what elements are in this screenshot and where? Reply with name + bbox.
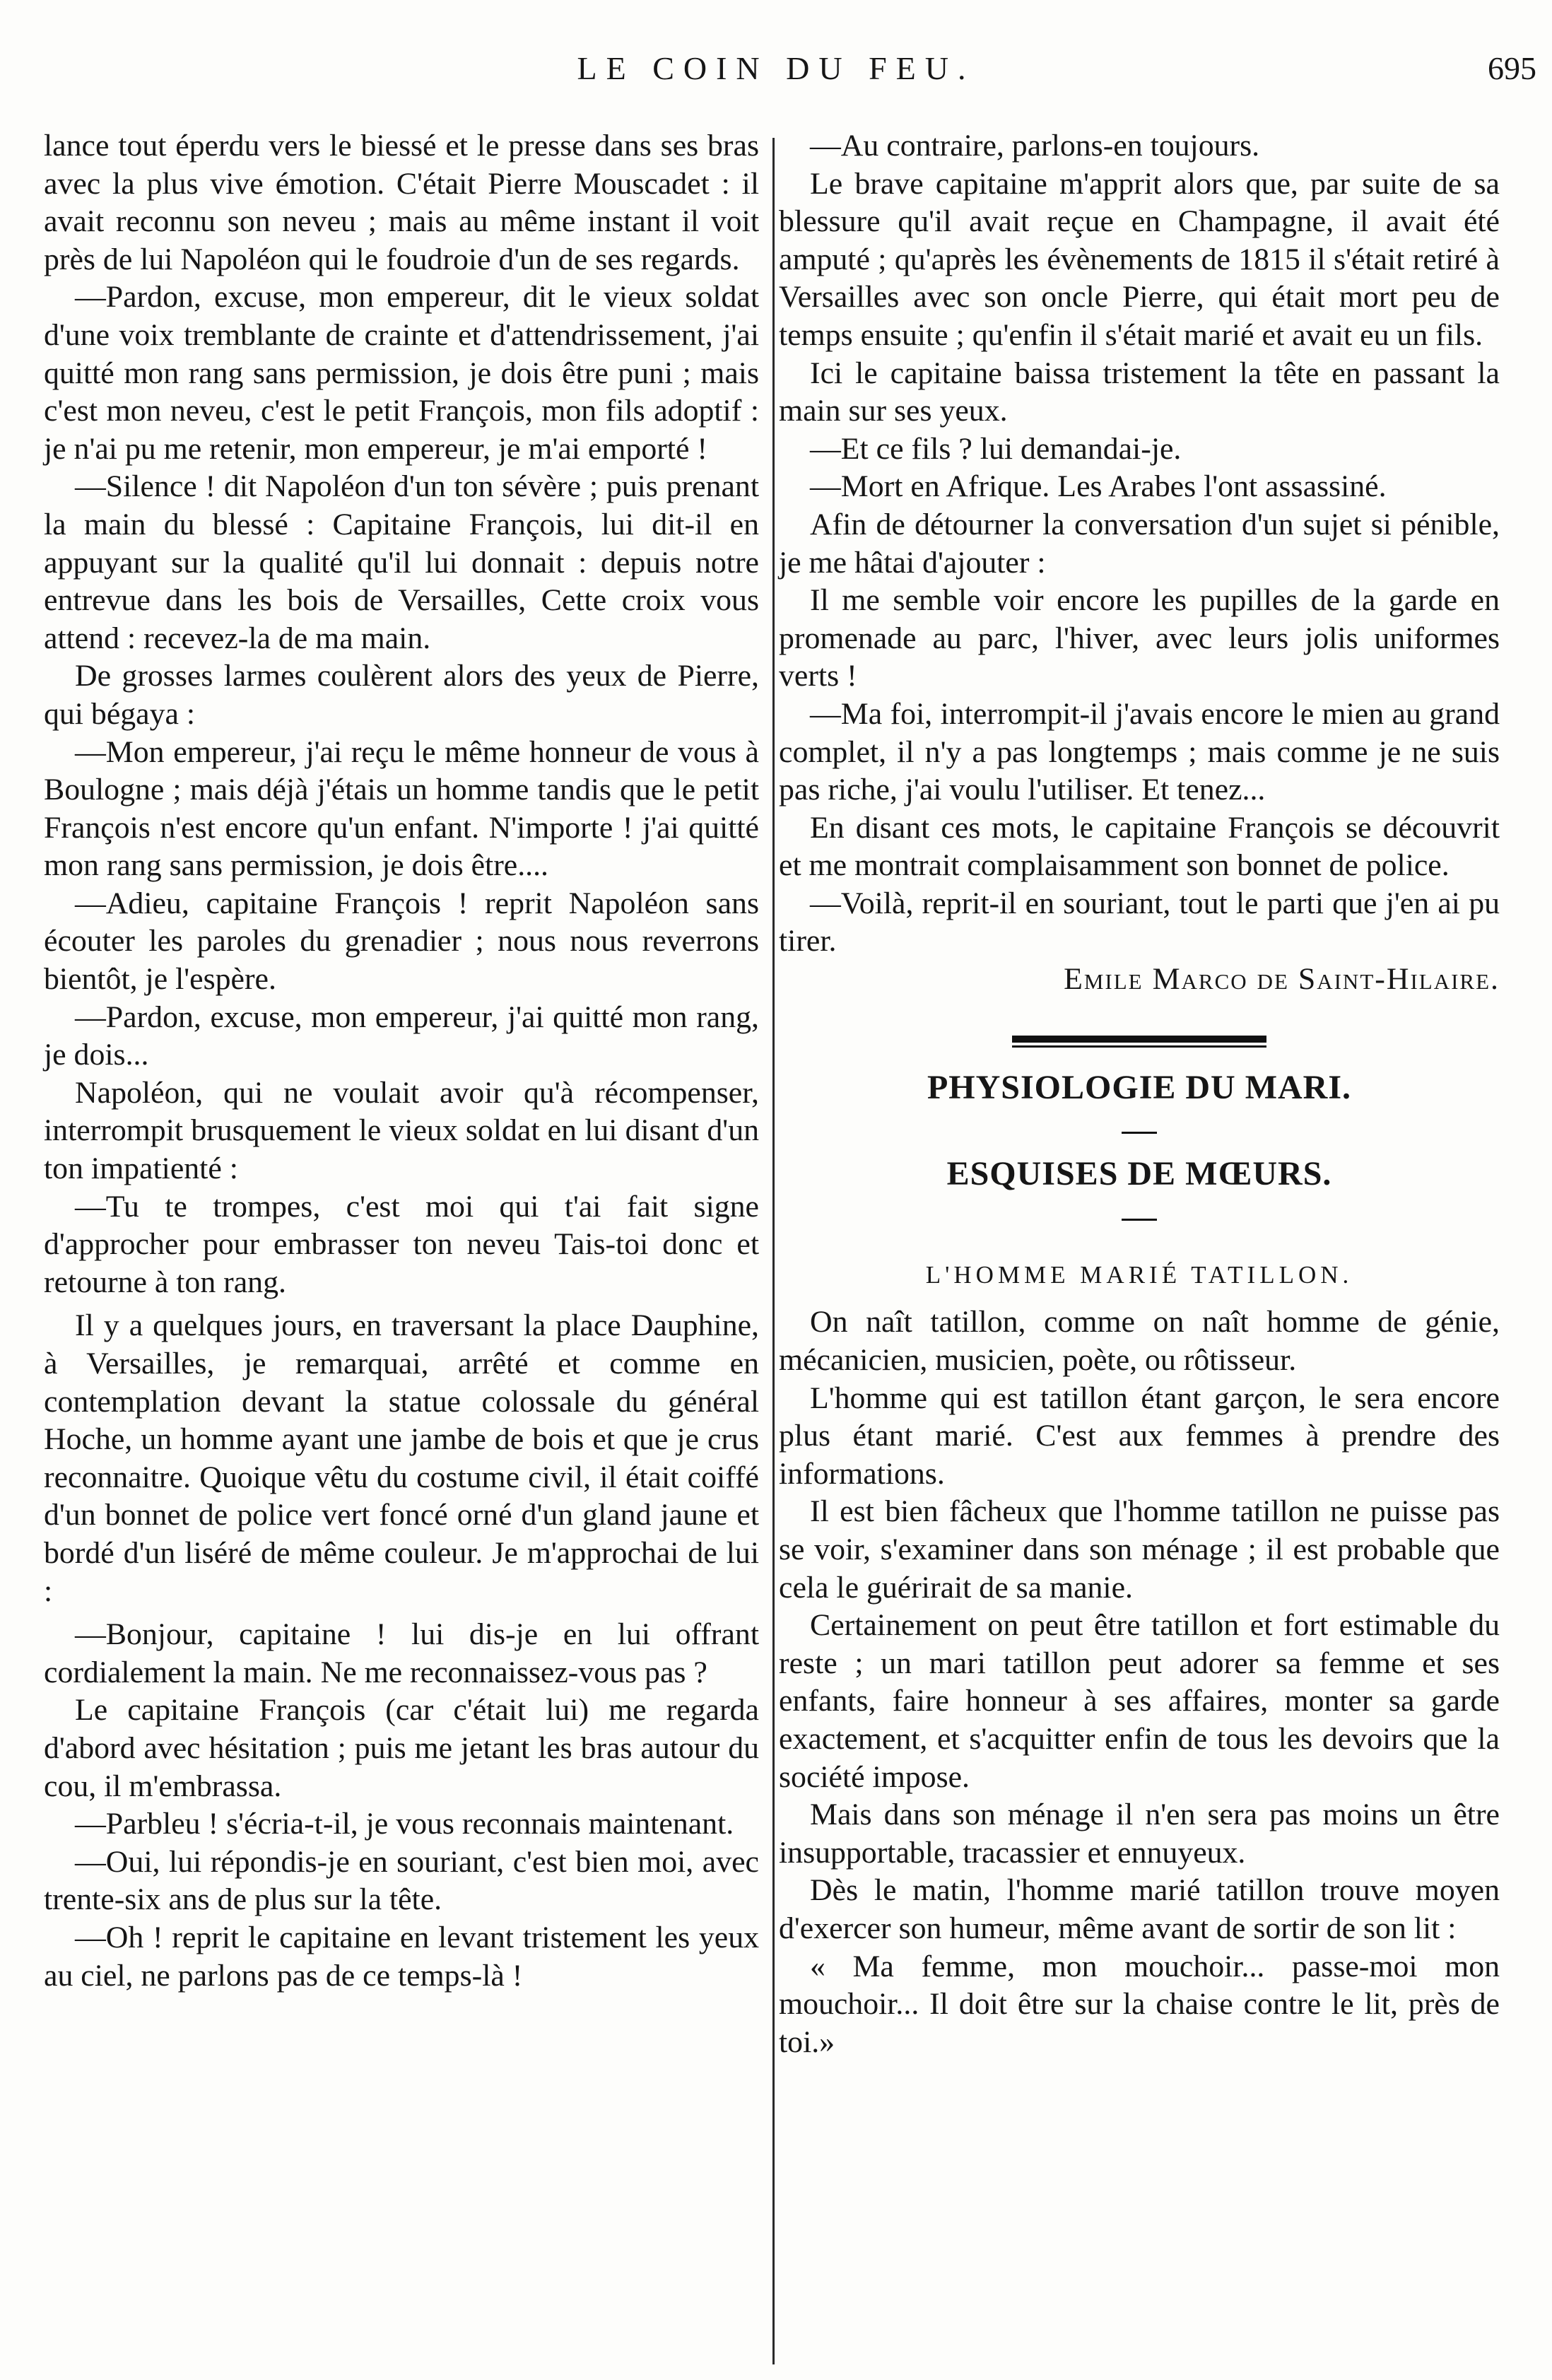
paragraph: —Mort en Afrique. Les Arabes l'ont assassiné. <box>810 469 1387 504</box>
paragraph: —Oui, lui répondis-je en souriant, c'est bien moi, avec trente-six ans de plus sur la tête. <box>44 1844 759 1917</box>
paragraph: Ici le capitaine baissa tristement la tête en passant la main sur ses yeux. <box>779 356 1500 428</box>
paragraph: Dès le matin, l'homme marié tatillon trouve moyen d'exercer son humeur, même avant de sortir de son lit : <box>779 1873 1500 1945</box>
running-title: LE COIN DU FEU. <box>577 50 975 86</box>
story-conclusion <box>779 127 1500 961</box>
paragraph: —Parbleu ! s'écria-t-il, je vous reconnais maintenant. <box>75 1807 734 1841</box>
paragraph: En disant ces mots, le capitaine François se découvrit et me montrait complaisamment son bonnet de police. <box>779 810 1500 883</box>
paragraph: —Ma foi, interrompit-il j'avais encore le mien au grand complet, il n'y a pas longtemps ; mais comme je ne suis pas riche, j'ai voulu l'utiliser. Et tenez... <box>779 696 1500 807</box>
paragraph: Il y a quelques jours, en traversant la place Dauphine, à Versailles, je remarquai, arrêté et comme en contemplation devant la statue colossale du général Hoche, un homme ayant une jambe de bois et que je crus reconnaitre. Quoique vêtu du costume civil, il était coiffé d'un bonnet de police vert foncé orné d'un gland jaune et bordé d'un liséré de même couleur. Je m'approchai de lui : <box>44 1308 759 1608</box>
paragraph: De grosses larmes coulèrent alors des yeux de Pierre, qui bégaya : <box>44 659 759 731</box>
paragraph: —Silence ! dit Napoléon d'un ton sévère ; puis prenant la main du blessé : Capitaine François, lui dit-il en appuyant sur la qualité qu'il lui donnait : depuis notre entrevue dans les bois de Versailles, Cette croix vous attend : recevez-la de ma main. <box>44 469 759 655</box>
page-number: 695 <box>1488 50 1536 86</box>
author-signature: Emile Marco de Saint-Hilaire. <box>1064 962 1500 997</box>
paragraph: —Bonjour, capitaine ! lui dis-je en lui offrant cordialement la main. Ne me reconnaissez-vous pas ? <box>44 1617 759 1689</box>
article-body <box>779 1303 1500 2061</box>
chapter-title: L'HOMME MARIÉ TATILLON. <box>925 1260 1353 1289</box>
paragraph: Il est bien fâcheux que l'homme tatillon ne puisse pas se voir, s'examiner dans son ménage ; il est probable que cela le guérirait de sa manie. <box>779 1494 1500 1605</box>
paragraph: —Tu te trompes, c'est moi qui t'ai fait signe d'approcher pour embrasser ton neveu Tais-toi donc et retourne à ton rang. <box>44 1189 759 1299</box>
paragraph: —Voilà, reprit-il en souriant, tout le parti que j'en ai pu tirer. <box>779 886 1500 959</box>
subtitle-dash <box>1122 1219 1157 1221</box>
paragraph: Napoléon, qui ne voulait avoir qu'à récompenser, interrompit brusquement le vieux soldat en lui disant d'un ton impatienté : <box>44 1075 759 1186</box>
paragraph: lance tout éperdu vers le biessé et le presse dans ses bras avec la plus vive émotion. C'était Pierre Mouscadet : il avait reconnu son neveu ; mais au même instant il voit près de lui Napoléon qui le foudroie d'un de ses regards. <box>44 129 759 276</box>
paragraph: —Pardon, excuse, mon empereur, dit le vieux soldat d'une voix tremblante de crainte et d'attendrissement, j'ai quitté mon rang sans permission, je dois être puni ; mais c'est mon neveu, c'est le petit François, mon fils adoptif : je n'ai pu me retenir, mon empereur, je m'ai emporté ! <box>44 280 759 466</box>
paragraph: Le brave capitaine m'apprit alors que, par suite de sa blessure qu'il avait reçue en Champagne, il avait été amputé ; qu'après les évènements de 1815 il s'était retiré à Versailles avec son oncle Pierre, qui était mort peu de temps ensuite ; qu'enfin il s'était marié et avait eu un fils. <box>779 166 1500 352</box>
paragraph: —Au contraire, parlons-en toujours. <box>810 129 1260 163</box>
section-title: PHYSIOLOGIE DU MARI. <box>927 1068 1352 1106</box>
paragraph: —Oh ! reprit le capitaine en levant tristement les yeux au ciel, ne parlons pas de ce temps-là ! <box>44 1920 759 1993</box>
paragraph: Afin de détourner la conversation d'un sujet si pénible, je me hâtai d'ajouter : <box>779 507 1500 580</box>
left-column <box>44 127 759 1995</box>
paragraph: —Et ce fils ? lui demandai-je. <box>810 431 1182 466</box>
paragraph: On naît tatillon, comme on naît homme de génie, mécanicien, musicien, poète, ou rôtisseur. <box>779 1305 1500 1378</box>
paragraph: Certainement on peut être tatillon et fort estimable du reste ; un mari tatillon peut adorer sa femme et ses enfants, faire honneur à ses affaires, monter sa garde exactement, et s'acquitter enfin de tous les devoirs que la société impose. <box>779 1608 1500 1794</box>
column-divider <box>772 138 775 2364</box>
paragraph: —Pardon, excuse, mon empereur, j'ai quitté mon rang, je dois... <box>44 1000 759 1072</box>
paragraph: Il me semble voir encore les pupilles de la garde en promenade au parc, l'hiver, avec leurs jolis uniformes verts ! <box>779 583 1500 693</box>
page-header <box>0 42 1552 106</box>
paragraph: L'homme qui est tatillon étant garçon, le sera encore plus étant marié. C'est aux femmes à prendre des informations. <box>779 1380 1500 1491</box>
section-subtitle: ESQUISES DE MŒURS. <box>946 1155 1332 1193</box>
paragraph: —Adieu, capitaine François ! reprit Napoléon sans écouter les paroles du grenadier ; nous nous reverrons bientôt, je l'espère. <box>44 886 759 997</box>
paragraph: Le capitaine François (car c'était lui) me regarda d'abord avec hésitation ; puis me jetant les bras autour du cou, il m'embrassa. <box>44 1693 759 1803</box>
section-separator-rule <box>1012 1036 1266 1048</box>
right-column <box>779 127 1500 2061</box>
title-dash <box>1122 1132 1157 1134</box>
paragraph: « Ma femme, mon mouchoir... passe-moi mon mouchoir... Il doit être sur la chaise contre le lit, près de toi.» <box>779 1949 1500 2059</box>
paragraph: —Mon empereur, j'ai reçu le même honneur de vous à Boulogne ; mais déjà j'étais un homme tandis que le petit François n'est encore qu'un enfant. N'importe ! j'ai quitté mon rang sans permission, je dois être.... <box>44 734 759 883</box>
paragraph: Mais dans son ménage il n'en sera pas moins un être insupportable, tracassier et ennuyeux. <box>779 1798 1500 1870</box>
